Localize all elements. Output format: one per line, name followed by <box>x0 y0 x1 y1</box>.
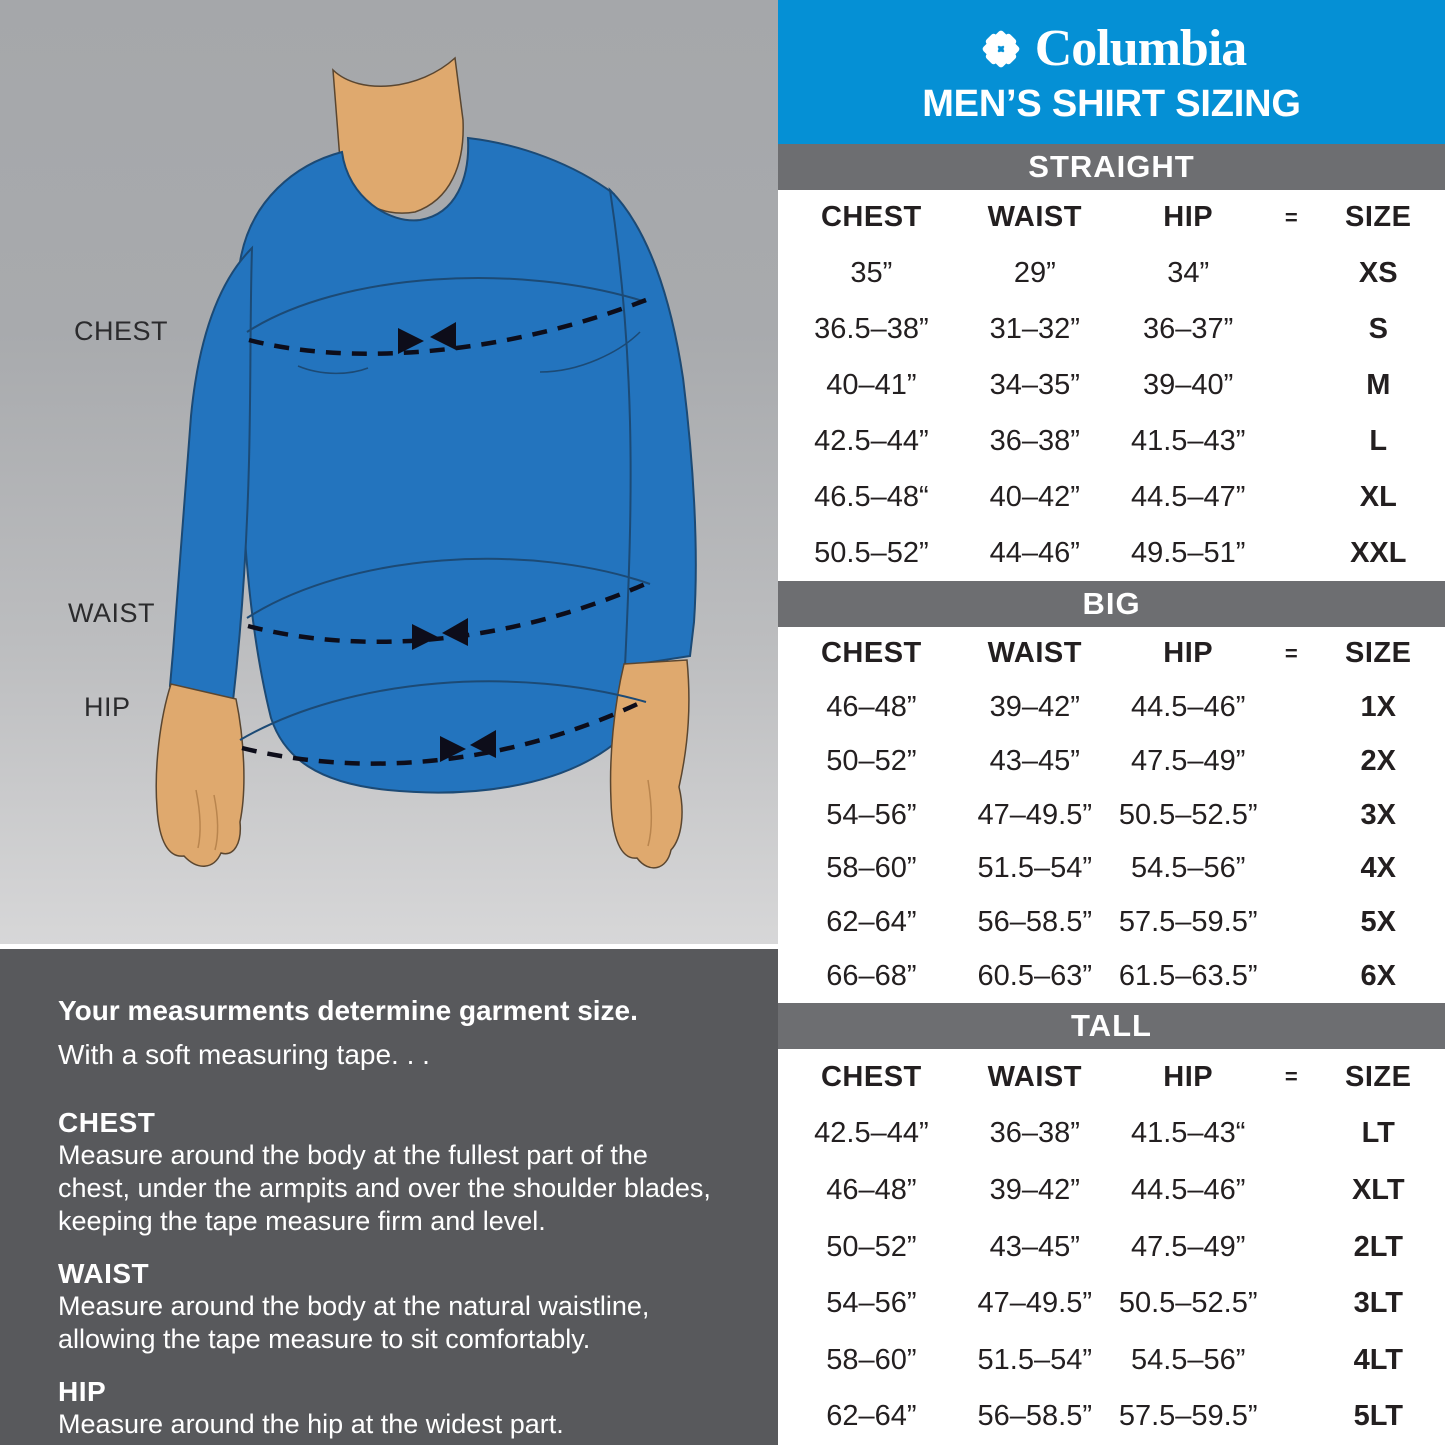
chest-value: 62–64” <box>826 1400 917 1433</box>
waist-value: 56–58.5” <box>977 1400 1093 1433</box>
column-header-waist: WAIST <box>987 1060 1082 1093</box>
table-header-row <box>778 1049 1445 1106</box>
brand-header <box>778 0 1445 144</box>
size-row-xxl <box>778 525 1445 581</box>
left-sleeve <box>170 248 252 701</box>
chest-value: 36.5–38” <box>814 313 929 346</box>
hip-figure-label: HIP <box>84 692 131 722</box>
chest-value: 46–48” <box>826 1173 917 1206</box>
columbia-gem-icon <box>977 25 1025 73</box>
chest-value: 58–60” <box>826 852 917 885</box>
size-value: 2X <box>1360 744 1397 777</box>
size-value: 6X <box>1360 959 1397 992</box>
size-row-3lt <box>778 1275 1445 1332</box>
column-header-hip: HIP <box>1163 637 1214 670</box>
measuring-instructions <box>0 949 778 1445</box>
shirt-body <box>239 138 649 793</box>
size-value: 4X <box>1360 852 1397 885</box>
hip-value: 54.5–56” <box>1130 1343 1246 1376</box>
chest-figure-label: CHEST <box>74 316 169 346</box>
waist-value: 39–42” <box>989 1173 1080 1206</box>
size-value: 1X <box>1360 691 1397 724</box>
size-row-m <box>778 358 1445 414</box>
page-title: MEN’S SHIRT SIZING <box>922 83 1301 125</box>
chest-value: 42.5–44” <box>814 424 929 457</box>
size-value: 3LT <box>1353 1287 1403 1320</box>
waist-instruction-label: WAIST <box>58 1257 150 1289</box>
column-header-size: SIZE <box>1345 1060 1412 1093</box>
chest-value: 40–41” <box>826 369 917 401</box>
chest-value: 50–52” <box>826 744 917 777</box>
sizing-chart-panel <box>778 0 1445 1445</box>
column-header-chest: CHEST <box>820 1060 922 1093</box>
size-row-2lt <box>778 1219 1445 1276</box>
chest-value: 66–68” <box>826 959 917 992</box>
columbia-logo <box>977 20 1247 77</box>
size-row-2x <box>778 734 1445 788</box>
size-row-xs <box>778 246 1445 302</box>
hip-value: 54.5–56” <box>1130 852 1246 885</box>
size-row-s <box>778 302 1445 358</box>
size-row-3x <box>778 788 1445 842</box>
size-value: 5X <box>1360 905 1397 938</box>
hip-value: 50.5–52.5” <box>1118 798 1258 831</box>
size-value: S <box>1368 313 1388 346</box>
waist-value: 36–38” <box>989 424 1080 457</box>
hip-instruction-text: Measure around the hip at the widest part. <box>58 1408 564 1439</box>
size-row-l <box>778 413 1445 469</box>
hip-value: 47.5–49” <box>1130 744 1246 777</box>
waist-value: 43–45” <box>989 1230 1080 1263</box>
brand-wordmark: Columbia <box>1034 20 1247 77</box>
chest-value: 54–56” <box>826 1287 917 1320</box>
chest-value: 46.5–48“ <box>814 480 929 513</box>
hip-instruction-label: HIP <box>58 1375 107 1407</box>
column-header-chest: CHEST <box>820 201 922 234</box>
size-row-1x <box>778 681 1445 735</box>
size-value: XL <box>1359 480 1397 513</box>
torso-figure-svg <box>0 0 778 944</box>
size-table-tall <box>778 1049 1445 1445</box>
waist-value: 40–42” <box>989 480 1080 513</box>
size-value: XXL <box>1350 536 1407 569</box>
size-row-6x <box>778 949 1445 1003</box>
chest-value: 46–48” <box>826 691 917 724</box>
waist-value: 51.5–54” <box>977 852 1093 885</box>
size-row-4lt <box>778 1332 1445 1389</box>
hip-value: 44.5–47” <box>1130 480 1246 513</box>
table-header-row <box>778 627 1445 681</box>
chest-value: 35” <box>850 257 893 290</box>
hip-value: 49.5–51” <box>1130 536 1246 569</box>
chest-instruction-label: CHEST <box>58 1107 156 1138</box>
waist-value: 43–45” <box>989 744 1080 777</box>
hip-value: 61.5–63.5” <box>1118 959 1258 992</box>
waist-value: 29” <box>1013 257 1056 290</box>
chest-value: 50–52” <box>826 1230 917 1263</box>
hip-value: 41.5–43“ <box>1130 1117 1246 1150</box>
section-header-straight: STRAIGHT <box>778 144 1445 190</box>
section-header-big: BIG <box>778 581 1445 627</box>
waist-value: 39–42” <box>989 691 1080 724</box>
chest-value: 54–56” <box>826 798 917 831</box>
waist-value: 51.5–54” <box>977 1343 1093 1376</box>
waist-instruction-text: Measure around the body at the natural waistline, allowing the tape measure to sit comfortably. <box>58 1290 650 1354</box>
size-value: LT <box>1361 1117 1395 1150</box>
instructions-intro: With a soft measuring tape. . . <box>58 1039 430 1070</box>
size-row-5x <box>778 896 1445 950</box>
size-row-xlt <box>778 1162 1445 1219</box>
size-row-4x <box>778 842 1445 896</box>
size-row-5lt <box>778 1388 1445 1445</box>
size-row-xl <box>778 469 1445 525</box>
size-value: 4LT <box>1353 1343 1403 1376</box>
column-header-equals: = <box>1284 204 1299 230</box>
hip-value: 44.5–46” <box>1130 1173 1246 1206</box>
column-header-waist: WAIST <box>987 201 1082 234</box>
size-value: 5LT <box>1353 1400 1403 1433</box>
hip-value: 57.5–59.5” <box>1118 1400 1258 1433</box>
column-header-equals: = <box>1284 1064 1299 1090</box>
waist-value: 31–32” <box>989 313 1080 346</box>
column-header-equals: = <box>1284 640 1299 666</box>
size-value: L <box>1369 424 1388 457</box>
size-value: 3X <box>1360 798 1397 831</box>
hip-value: 39–40” <box>1143 369 1234 401</box>
chest-instruction-text: Measure around the body at the fullest part of the chest, under the armpits and over the shoulder blades, keeping the tape measure firm and level. <box>58 1140 711 1236</box>
chest-value: 50.5–52” <box>814 536 929 569</box>
size-table-straight <box>778 190 1445 581</box>
waist-value: 44–46” <box>989 536 1080 569</box>
chest-value: 62–64” <box>826 905 917 938</box>
hip-value: 34” <box>1167 257 1210 290</box>
hip-value: 44.5–46” <box>1130 691 1246 724</box>
waist-value: 36–38” <box>989 1117 1080 1150</box>
column-header-waist: WAIST <box>987 637 1082 670</box>
size-value: M <box>1366 369 1391 401</box>
hip-value: 41.5–43” <box>1130 424 1246 457</box>
size-value: XLT <box>1351 1173 1405 1206</box>
chest-value: 42.5–44” <box>814 1117 929 1150</box>
waist-value: 47–49.5” <box>977 798 1093 831</box>
section-header-tall: TALL <box>778 1003 1445 1049</box>
column-header-hip: HIP <box>1163 1060 1214 1093</box>
waist-value: 60.5–63” <box>977 959 1093 992</box>
hip-value: 57.5–59.5” <box>1118 905 1258 938</box>
waist-value: 34–35” <box>989 369 1080 401</box>
column-header-hip: HIP <box>1163 201 1214 234</box>
column-header-size: SIZE <box>1345 637 1412 670</box>
waist-value: 56–58.5” <box>977 905 1093 938</box>
table-header-row <box>778 190 1445 246</box>
size-value: 2LT <box>1353 1230 1403 1263</box>
hip-value: 36–37” <box>1143 313 1234 346</box>
shirt-figure-illustration <box>0 0 778 944</box>
size-value: XS <box>1358 257 1398 290</box>
size-table-big <box>778 627 1445 1003</box>
hip-value: 47.5–49” <box>1130 1230 1246 1263</box>
waist-figure-label: WAIST <box>68 598 155 628</box>
chest-value: 58–60” <box>826 1343 917 1376</box>
column-header-chest: CHEST <box>820 637 922 670</box>
column-header-size: SIZE <box>1345 201 1412 234</box>
waist-value: 47–49.5” <box>977 1287 1093 1320</box>
instructions-heading: Your measurments determine garment size. <box>58 995 638 1026</box>
hip-value: 50.5–52.5” <box>1118 1287 1258 1320</box>
size-row-lt <box>778 1106 1445 1163</box>
